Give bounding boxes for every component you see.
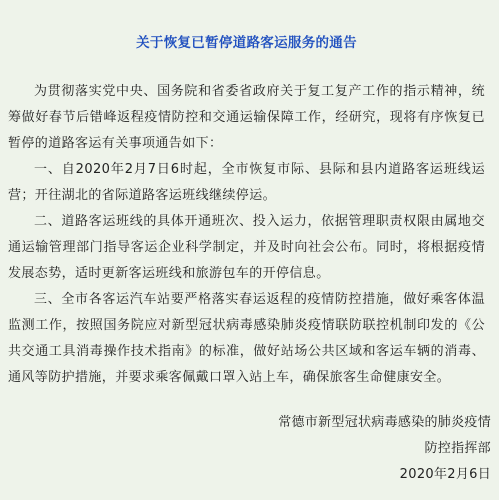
- notice-body: [8, 79, 485, 391]
- notice-title: 关于恢复已暂停道路客运服务的通告: [136, 35, 357, 51]
- notice-paragraph-item-1: 一、自2020年2月7日6时起，全市恢复市际、县际和县内道路客运班线运营；开往湖北的省际道路客运班线继续停运。: [8, 162, 485, 203]
- notice-paragraph-intro: 为贯彻落实党中央、国务院和省委省政府关于复工复产工作的指示精神，统筹做好春节后错峰返程疫情防控和交通运输保障工作，经研究，现将有序恢复已暂停的道路客运有关事项通告如下：: [8, 84, 485, 151]
- signature-org-line-1: 常德市新型冠状病毒感染的肺炎疫情: [278, 415, 491, 430]
- notice-signature: [278, 410, 491, 488]
- signature-org-line-2: 防控指挥部: [424, 441, 491, 456]
- signature-date: 2020年2月6日: [399, 467, 491, 482]
- notice-paragraph-item-3: 三、全市各客运汽车站要严格落实春运返程的疫情防控措施，做好乘客体温监测工作，按照国务院应对新型冠状病毒感染肺炎疫情联防联控机制印发的《公共交通工具消毒操作技术指南》的标准，做好站场公共区域和客运车辆的消毒、通风等防护措施，并要求乘客佩戴口罩入站上车，确保旅客生命健康安全。: [8, 292, 485, 385]
- notice-paragraph-item-2: 二、道路客运班线的具体开通班次、投入运力，依据管理职责权限由属地交通运输管理部门指导客运企业科学制定，并及时向社会公布。同时，将根据疫情发展态势，适时更新客运班线和旅游包车的开停信息。: [8, 214, 485, 281]
